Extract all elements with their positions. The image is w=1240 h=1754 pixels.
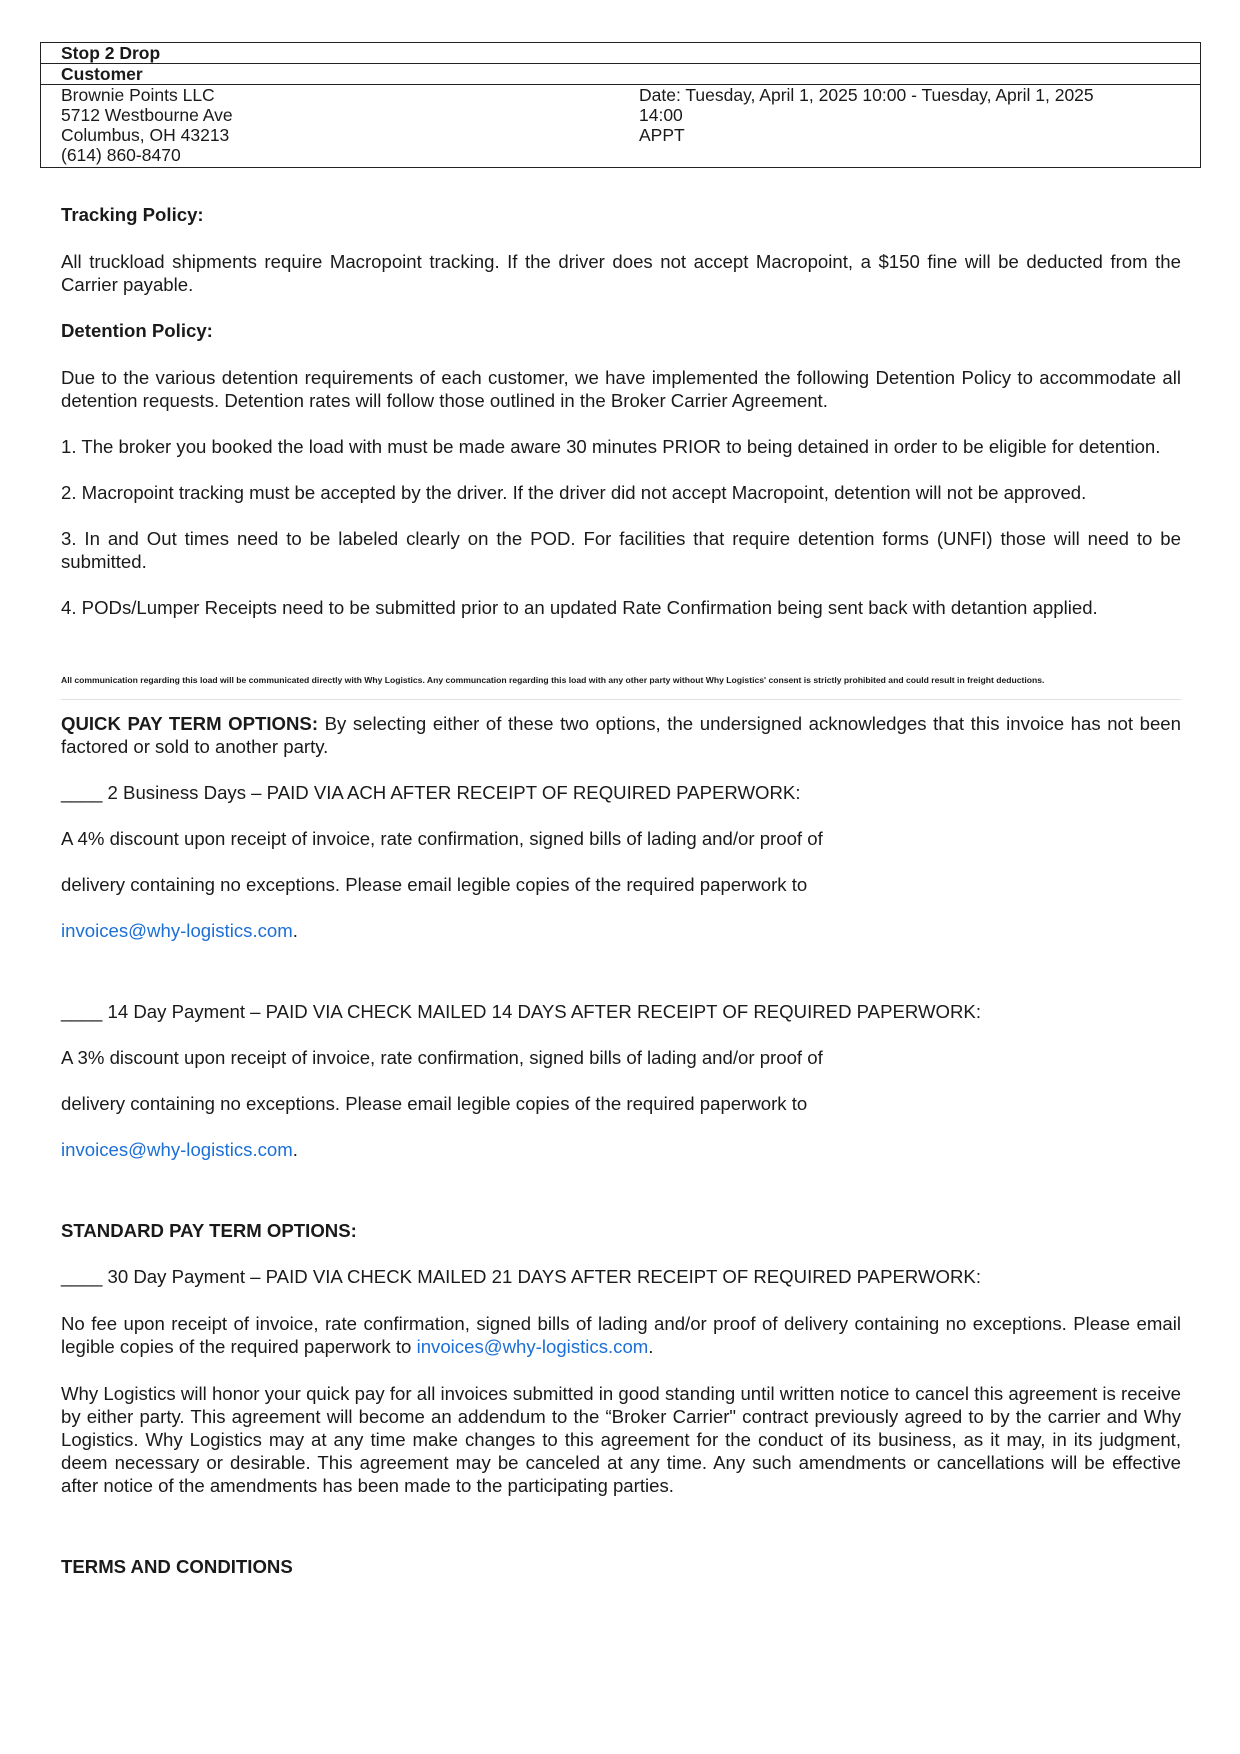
invoice-email-link[interactable]: invoices@why-logistics.com bbox=[61, 920, 293, 941]
quick-pay-option-2-line-1: A 3% discount upon receipt of invoice, rate confirmation, signed bills of lading and/or proof of bbox=[61, 1047, 823, 1068]
customer-name: Brownie Points LLC bbox=[61, 85, 215, 105]
agreement-text: Why Logistics will honor your quick pay for all invoices submitted in good standing until written notice to cancel this agreement is receive by either party. This agreement will become an addendum to the “Broker Carrier" contract previously agreed to by the carrier and Why Logistics. Why Logistics may at any time make changes to this agreement for the conduct of its business, as it may, in its judgment, deem necessary or desirable. This agreement may be canceled at any time. Any such amendments or cancellations will be effective after notice of the amendments has been made to the participating parties. bbox=[61, 1383, 1181, 1496]
email-period: . bbox=[648, 1336, 654, 1357]
quick-pay-option-2-email-line bbox=[61, 1138, 1181, 1161]
quick-pay-option-1-title: ____ 2 Business Days – PAID VIA ACH AFTER RECEIPT OF REQUIRED PAPERWORK: bbox=[61, 782, 801, 803]
standard-pay-option-title: ____ 30 Day Payment – PAID VIA CHECK MAILED 21 DAYS AFTER RECEIPT OF REQUIRED PAPERWORK: bbox=[61, 1266, 981, 1287]
detention-item-4: 4. PODs/Lumper Receipts need to be submitted prior to an updated Rate Confirmation being sent back with detantion applied. bbox=[61, 597, 1098, 618]
detention-policy-intro: Due to the various detention requirements of each customer, we have implemented the following Detention Policy to accommodate all detention requests. Detention rates will follow those outlined in the Broker Carrier Agreement. bbox=[61, 367, 1181, 411]
quick-pay-option-1-line-2: delivery containing no exceptions. Please email legible copies of the required paperwork to bbox=[61, 874, 808, 895]
detention-item-3: 3. In and Out times need to be labeled clearly on the POD. For facilities that require detention forms (UNFI) those will need to be submitted. bbox=[61, 528, 1181, 572]
standard-pay-text bbox=[61, 1312, 1181, 1358]
quick-pay-paragraph bbox=[61, 712, 1181, 758]
stop-body bbox=[41, 85, 1200, 167]
address-line-2: Columbus, OH 43213 bbox=[61, 125, 230, 145]
detention-item-2: 2. Macropoint tracking must be accepted by the driver. If the driver did not accept Macropoint, detention will not be approved. bbox=[61, 482, 1087, 503]
appointment-type: APPT bbox=[639, 125, 685, 145]
address-line-1: 5712 Westbourne Ave bbox=[61, 105, 233, 125]
quick-pay-option-2-line-2: delivery containing no exceptions. Please email legible copies of the required paperwork to bbox=[61, 1093, 808, 1114]
customer-label: Customer bbox=[41, 64, 1200, 85]
email-period: . bbox=[292, 1139, 298, 1160]
document-body bbox=[61, 203, 1181, 1578]
appointment-block bbox=[639, 85, 1159, 167]
standard-pay-text-body: No fee upon receipt of invoice, rate confirmation, signed bills of lading and/or proof of delivery containing no exceptions. Please email legible copies of the required paperwork to bbox=[61, 1313, 1181, 1357]
stop-details-box bbox=[40, 42, 1201, 168]
standard-pay-heading: STANDARD PAY TERM OPTIONS: bbox=[61, 1220, 357, 1241]
quick-pay-option-1-email-line bbox=[61, 919, 1181, 942]
quick-pay-intro: By selecting either of these two options, the undersigned acknowledges that this invoice has not been factored or sold to another party. bbox=[61, 713, 1181, 757]
divider bbox=[61, 699, 1181, 700]
stop-title: Stop 2 Drop bbox=[41, 43, 1200, 64]
date-line-1: Date: Tuesday, April 1, 2025 10:00 - Tuesday, April 1, 2025 bbox=[639, 85, 1094, 105]
customer-phone: (614) 860-8470 bbox=[61, 145, 181, 165]
detention-policy-heading: Detention Policy: bbox=[61, 320, 213, 341]
quick-pay-heading: QUICK PAY TERM OPTIONS: bbox=[61, 713, 319, 734]
customer-address-block bbox=[61, 85, 639, 167]
terms-and-conditions-heading: TERMS AND CONDITIONS bbox=[61, 1556, 293, 1577]
quick-pay-option-2-title: ____ 14 Day Payment – PAID VIA CHECK MAILED 14 DAYS AFTER RECEIPT OF REQUIRED PAPERWORK: bbox=[61, 1001, 981, 1022]
invoice-email-link[interactable]: invoices@why-logistics.com bbox=[416, 1336, 649, 1357]
tracking-policy-heading: Tracking Policy: bbox=[61, 204, 204, 225]
quick-pay-option-1-line-1: A 4% discount upon receipt of invoice, rate confirmation, signed bills of lading and/or proof of bbox=[61, 828, 823, 849]
communication-notice: All communication regarding this load will be communicated directly with Why Logistics. Any communcation regarding this load with any other party without Why Logistics' consent is strictly prohibited and could result in freight deductions. bbox=[61, 675, 1045, 685]
tracking-policy-text: All truckload shipments require Macropoint tracking. If the driver does not accept Macropoint, a $150 fine will be deducted from the Carrier payable. bbox=[61, 251, 1181, 295]
date-line-2: 14:00 bbox=[639, 105, 683, 125]
detention-item-1: 1. The broker you booked the load with must be made aware 30 minutes PRIOR to being detained in order to be eligible for detention. bbox=[61, 436, 1161, 457]
email-period: . bbox=[292, 920, 298, 941]
invoice-email-link[interactable]: invoices@why-logistics.com bbox=[61, 1139, 293, 1160]
